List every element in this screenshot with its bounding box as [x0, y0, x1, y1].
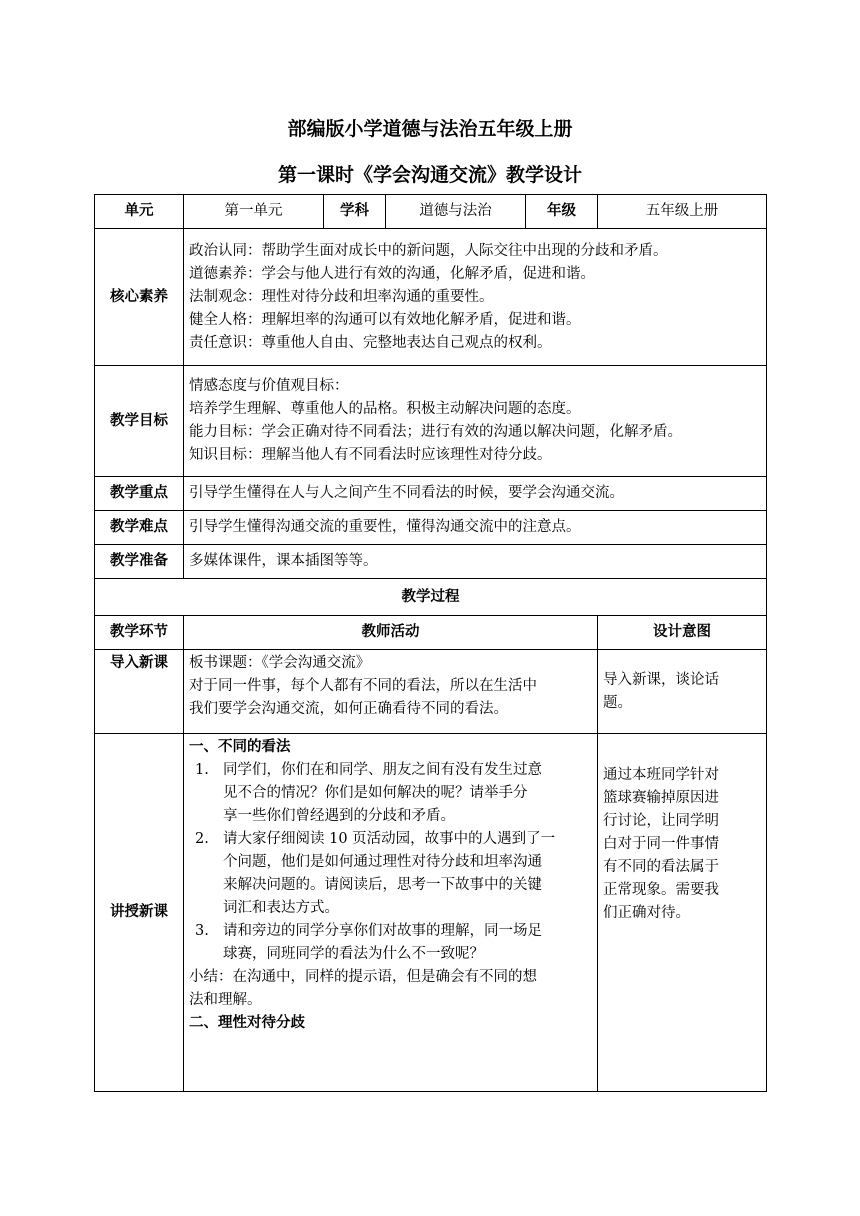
intro-design-intent [598, 650, 767, 734]
list-item [189, 759, 592, 828]
intro-teacher-activity [184, 650, 598, 734]
intent-line: 通过本班同学针对 [603, 767, 719, 783]
info-row [95, 195, 767, 229]
list-item [189, 828, 592, 920]
process-title-row [95, 579, 767, 616]
intent-line: 正常现象。需要我 [603, 882, 719, 898]
key-point-row [95, 477, 767, 511]
item-line: 个问题，他们是如何通过理性对待分歧和坦率沟通 [223, 854, 542, 870]
intro-intent-line: 导入新课，谈论话 [603, 671, 719, 688]
list-item [189, 920, 592, 966]
section-heading-2: 二、理性对待分歧 [189, 1015, 305, 1031]
summary-line: 小结：在沟通中，同样的提示语，但是确会有不同的想 [189, 969, 537, 985]
difficulty-text: 引导学生懂得沟通交流的重要性，懂得沟通交流中的注意点。 [184, 511, 767, 545]
unit-label: 单元 [95, 195, 184, 229]
intent-line: 白对于同一件事情 [603, 836, 719, 852]
item-line: 词汇和表达方式。 [223, 900, 339, 916]
summary-line: 法和理解。 [189, 992, 262, 1008]
lesson-plan-table [94, 194, 767, 1092]
lecture-teacher-activity [184, 734, 598, 1092]
item-line: 请大家仔细阅读 10 页活动园，故事中的人遇到了一 [223, 831, 556, 847]
core-line: 责任意识：尊重他人自由、完整地表达自己观点的权利。 [189, 334, 552, 351]
goal-line: 能力目标：学会正确对待不同看法；进行有效的沟通以解决问题，化解矛盾。 [189, 424, 682, 440]
lecture-design-intent [598, 734, 767, 1092]
core-literacy-label: 核心素养 [95, 229, 184, 366]
item-line: 同学们，你们在和同学、朋友之间有没有发生过意 [223, 762, 542, 778]
item-line: 请和旁边的同学分享你们对故事的理解，同一场足 [223, 923, 542, 939]
intro-line: 对于同一件事，每个人都有不同的看法，所以在生活中 [189, 678, 537, 694]
goals-label: 教学目标 [95, 366, 184, 477]
document-subtitle: 第一课时《学会沟通交流》教学设计 [277, 164, 582, 186]
design-intent-header: 设计意图 [598, 616, 767, 650]
intro-stage: 导入新课 [95, 650, 184, 734]
teacher-activity-header: 教师活动 [184, 616, 598, 650]
stage-header: 教学环节 [95, 616, 184, 650]
item-number: 2. [195, 831, 209, 847]
document-title: 部编版小学道德与法治五年级上册 [287, 118, 573, 140]
item-number: 1. [195, 762, 209, 778]
grade-value: 五年级上册 [598, 195, 767, 229]
intro-line: 板书课题：《学会沟通交流》 [189, 655, 371, 671]
difficulty-row [95, 511, 767, 545]
key-point-text: 引导学生懂得在人与人之间产生不同看法的时候，要学会沟通交流。 [184, 477, 767, 511]
prep-label: 教学准备 [95, 545, 184, 579]
item-line: 享一些你们曾经遇到的分歧和矛盾。 [223, 808, 455, 824]
process-title: 教学过程 [95, 579, 767, 616]
lecture-row [95, 734, 767, 1092]
item-line: 见不合的情况？你们是如何解决的呢？请举手分 [223, 785, 528, 801]
process-header-row [95, 616, 767, 650]
goal-line: 知识目标：理解当他人有不同看法时应该理性对待分歧。 [189, 447, 552, 463]
goals-row [95, 366, 767, 477]
item-line: 来解决问题的。请阅读后，思考一下故事中的关键 [223, 877, 542, 893]
goal-line: 情感态度与价值观目标： [189, 378, 349, 394]
prep-text: 多媒体课件，课本插图等等。 [184, 545, 767, 579]
goal-line: 培养学生理解、尊重他人的品格。积极主动解决问题的态度。 [189, 401, 581, 417]
prep-row [95, 545, 767, 579]
intro-intent-line: 题。 [603, 694, 632, 711]
core-line: 政治认同：帮助学生面对成长中的新问题，人际交往中出现的分歧和矛盾。 [189, 242, 668, 259]
intent-line: 们正确对待。 [603, 905, 690, 921]
intent-line: 行讨论，让同学明 [603, 813, 719, 829]
difficulty-label: 教学难点 [95, 511, 184, 545]
core-literacy-content [184, 229, 767, 366]
core-line: 健全人格：理解坦率的沟通可以有效地化解矛盾，促进和谐。 [189, 311, 581, 328]
unit-value: 第一单元 [184, 195, 324, 229]
intro-row [95, 650, 767, 734]
key-point-label: 教学重点 [95, 477, 184, 511]
core-line: 法制观念：理性对待分歧和坦率沟通的重要性。 [189, 288, 494, 305]
core-line: 道德素养：学会与他人进行有效的沟通，化解矛盾，促进和谐。 [189, 265, 595, 282]
subject-label: 学科 [324, 195, 386, 229]
subject-value: 道德与法治 [386, 195, 526, 229]
item-number: 3. [195, 923, 209, 939]
lecture-stage: 讲授新课 [95, 734, 184, 1092]
item-line: 球赛，同班同学的看法为什么不一致呢？ [223, 946, 484, 962]
question-list [189, 759, 592, 966]
grade-label: 年级 [526, 195, 598, 229]
intent-line: 有不同的看法属于 [603, 859, 719, 875]
section-heading-1: 一、不同的看法 [189, 739, 291, 755]
intent-line: 篮球赛输掉原因进 [603, 790, 719, 806]
core-literacy-row [95, 229, 767, 366]
goals-content [184, 366, 767, 477]
intro-line: 我们要学会沟通交流，如何正确看待不同的看法。 [189, 701, 508, 717]
